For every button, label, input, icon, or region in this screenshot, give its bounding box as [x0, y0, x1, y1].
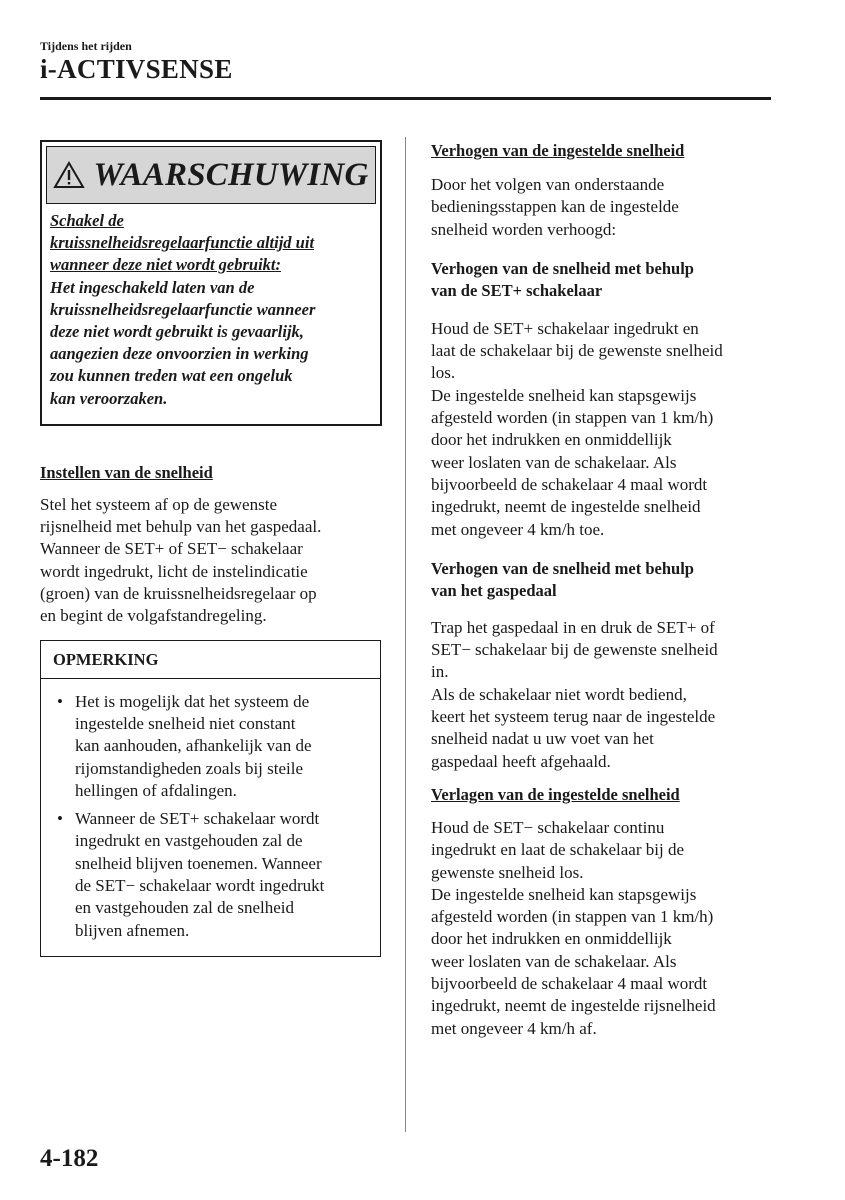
text-line: ingedrukt, neemt de ingestelde rijsnelheid	[431, 996, 716, 1016]
text-line: door het indrukken en onmiddellijk	[431, 430, 672, 450]
warning-text-line: aangezien deze onvoorzien in werking	[50, 344, 309, 364]
text-line: Verhogen van de snelheid met behulp	[431, 258, 694, 278]
section-title-verlagen: Verlagen van de ingestelde snelheid	[431, 784, 680, 804]
text-line: SET− schakelaar bij de gewenste snelheid	[431, 640, 718, 660]
text-line: met ongeveer 4 km/h toe.	[431, 519, 605, 539]
text-line: Wanneer de SET+ of SET− schakelaar	[40, 539, 303, 559]
warning-triangle-icon	[53, 161, 85, 189]
text-line: in.	[431, 662, 449, 682]
text-line: blijven afnemen.	[75, 920, 190, 940]
warning-header	[46, 146, 376, 204]
warning-body	[46, 204, 376, 420]
text-line: van de SET+ schakelaar	[431, 281, 603, 301]
warning-text-line: kruissnelheidsregelaarfunctie wanneer	[50, 299, 316, 319]
note-body	[41, 679, 380, 956]
right-column	[431, 140, 776, 1040]
running-header: Tijdens het rijden	[40, 39, 132, 53]
text-line: laat de schakelaar bij de gewenste snelheid	[431, 341, 723, 361]
text-line: bijvoorbeeld de schakelaar 4 maal wordt	[431, 474, 708, 494]
text-line: Stel het systeem af op de gewenste	[40, 494, 277, 514]
warning-text-line: zou kunnen treden wat een ongeluk	[50, 366, 293, 386]
note-item	[57, 691, 364, 802]
text-line: Houd de SET+ schakelaar ingedrukt en	[431, 318, 699, 338]
warning-text-line: deze niet wordt gebruikt is gevaarlijk,	[50, 322, 304, 342]
text-line: de SET− schakelaar wordt ingedrukt	[75, 875, 325, 895]
warning-lead-line: wanneer deze niet wordt gebruikt:	[50, 255, 282, 275]
text-line: bijvoorbeeld de schakelaar 4 maal wordt	[431, 974, 708, 994]
header-rule	[40, 97, 771, 100]
text-line: rijomstandigheden zoals bij steile	[75, 758, 304, 778]
text-line: Het is mogelijk dat het systeem de	[75, 691, 310, 711]
warning-lead-line: Schakel de	[50, 211, 124, 230]
text-line: Wanneer de SET+ schakelaar wordt	[75, 809, 320, 829]
page-number: 4-182	[40, 1145, 99, 1172]
text-line: hellingen of afdalingen.	[75, 780, 237, 800]
warning-title: WAARSCHUWING	[93, 156, 369, 193]
instellen-paragraph	[40, 494, 382, 628]
text-line: afgesteld worden (in stappen van 1 km/h)	[431, 907, 714, 927]
text-line: weer loslaten van de schakelaar. Als	[431, 452, 677, 472]
gaspedaal-paragraph	[431, 617, 776, 773]
note-box	[40, 640, 381, 957]
text-line: weer loslaten van de schakelaar. Als	[431, 951, 677, 971]
text-line: afgesteld worden (in stappen van 1 km/h)	[431, 408, 714, 428]
text-line: kan aanhouden, afhankelijk van de	[75, 736, 312, 756]
column-divider	[405, 137, 406, 1132]
text-line: ingedrukt en vastgehouden zal de	[75, 831, 303, 851]
text-line: ingedrukt, neemt de ingestelde snelheid	[431, 497, 701, 517]
verlagen-paragraph	[431, 817, 776, 1040]
section-title-verhogen: Verhogen van de ingestelde snelheid	[431, 141, 685, 160]
text-line: gaspedaal heeft afgehaald.	[431, 751, 611, 771]
text-line: los.	[431, 363, 456, 383]
warning-text-line: kan veroorzaken.	[50, 388, 168, 408]
text-line: snelheid worden verhoogd:	[431, 219, 617, 239]
text-line: De ingestelde snelheid kan stapsgewijs	[431, 884, 697, 904]
note-title: OPMERKING	[41, 641, 380, 679]
text-line: snelheid nadat u uw voet van het	[431, 729, 654, 749]
text-line: Verhogen van de snelheid met behulp	[431, 558, 694, 578]
text-line: rijsnelheid met behulp van het gaspedaal.	[40, 517, 322, 537]
warning-box	[40, 140, 382, 426]
section-title-instellen: Instellen van de snelheid	[40, 462, 213, 482]
text-line: Houd de SET− schakelaar continu	[431, 817, 665, 837]
note-item	[57, 808, 364, 942]
subsection-title-gaspedaal	[431, 558, 776, 603]
verhogen-paragraph	[431, 174, 776, 241]
warning-lead-line: kruissnelheidsregelaarfunctie altijd uit	[50, 233, 315, 253]
text-line: Trap het gaspedaal in en druk de SET+ of	[431, 617, 715, 637]
left-column	[40, 140, 382, 957]
text-line: met ongeveer 4 km/h af.	[431, 1018, 597, 1038]
text-line: wordt ingedrukt, licht de instelindicatie	[40, 561, 308, 581]
bullet-mark: •	[57, 809, 63, 829]
text-line: en begint de volgafstandregeling.	[40, 606, 267, 626]
text-line: ingedrukt en laat de schakelaar bij de	[431, 840, 684, 860]
text-line: Door het volgen van onderstaande	[431, 175, 665, 194]
warning-text-line: Het ingeschakeld laten van de	[50, 277, 255, 297]
text-line: ingestelde snelheid niet constant	[75, 713, 296, 733]
text-line: door het indrukken en onmiddellijk	[431, 929, 672, 949]
text-line: snelheid blijven toenemen. Wanneer	[75, 853, 322, 873]
text-line: bedieningsstappen kan de ingestelde	[431, 197, 679, 217]
chapter-title: i-ACTIVSENSE	[40, 54, 233, 84]
text-line: en vastgehouden zal de snelheid	[75, 898, 295, 918]
text-line: gewenste snelheid los.	[431, 862, 584, 882]
text-line: Als de schakelaar niet wordt bediend,	[431, 684, 687, 704]
set-plus-paragraph	[431, 318, 776, 541]
text-line: keert het systeem terug naar de ingestelde	[431, 707, 716, 727]
text-line: van het gaspedaal	[431, 581, 557, 601]
text-line: De ingestelde snelheid kan stapsgewijs	[431, 385, 697, 405]
text-line: (groen) van de kruissnelheidsregelaar op	[40, 584, 317, 604]
bullet-mark: •	[57, 691, 63, 711]
subsection-title-set-plus	[431, 258, 776, 303]
